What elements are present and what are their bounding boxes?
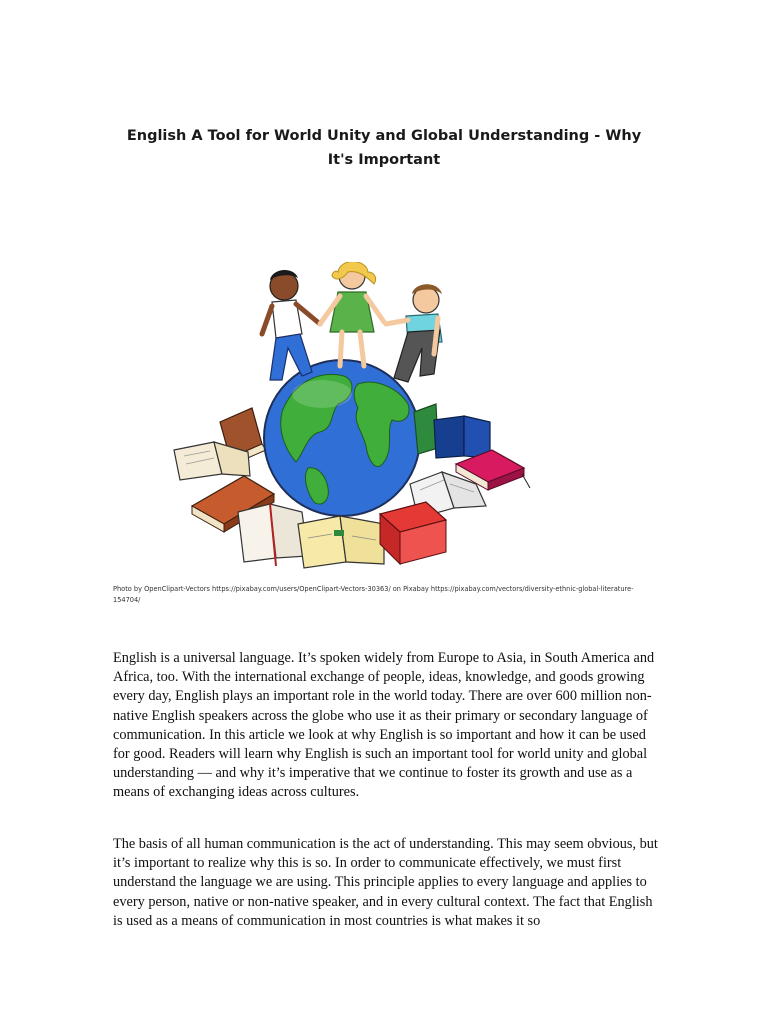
book-icon [238,504,308,566]
book-icon [380,502,446,564]
image-caption: Photo by OpenClipart-Vectors https://pixabay.com/users/OpenClipart-Vectors-30363/ on Pixabay https://pixabay.com/vectors/diversity-ethnic-global-literature-154704/ [113,585,634,604]
paragraph: The basis of all human communication is the act of understanding. This may seem obvious, but it’s important to realize why this is so. In order to communicate effectively, we must first understand the language we are using. This principle applies to every language and applies to every person, native or non-native speaker, and in every cultural context. The fact that English is used as a means of communication in most countries is what makes it so [113,836,658,929]
globe-children-books-illustration [162,262,542,574]
globe-icon [264,360,420,516]
paragraph: English is a universal language. It’s spoken widely from Europe to Asia, in South America and Africa, too. With the international exchange of people, ideas, knowledge, and goods growing every day, English plays an important role in the world today. There are over 600 million non-native English speakers across the globe who use it as their primary or secondary language of communication. In this article we look at why English is so important and how it can be used for good. Readers will learn why English is such an important tool for world unity and global understanding — and why it’s imperative that we continue to foster its growth and use as a means of exchanging ideas across cultures. [113,650,655,801]
page-title: English A Tool for World Unity and Global Understanding - Why It's Important [126,128,642,168]
book-icon [298,516,384,568]
child-figure-icon [262,270,320,380]
child-figure-icon [386,284,442,382]
book-icon [434,416,490,458]
child-figure-icon [320,262,384,366]
